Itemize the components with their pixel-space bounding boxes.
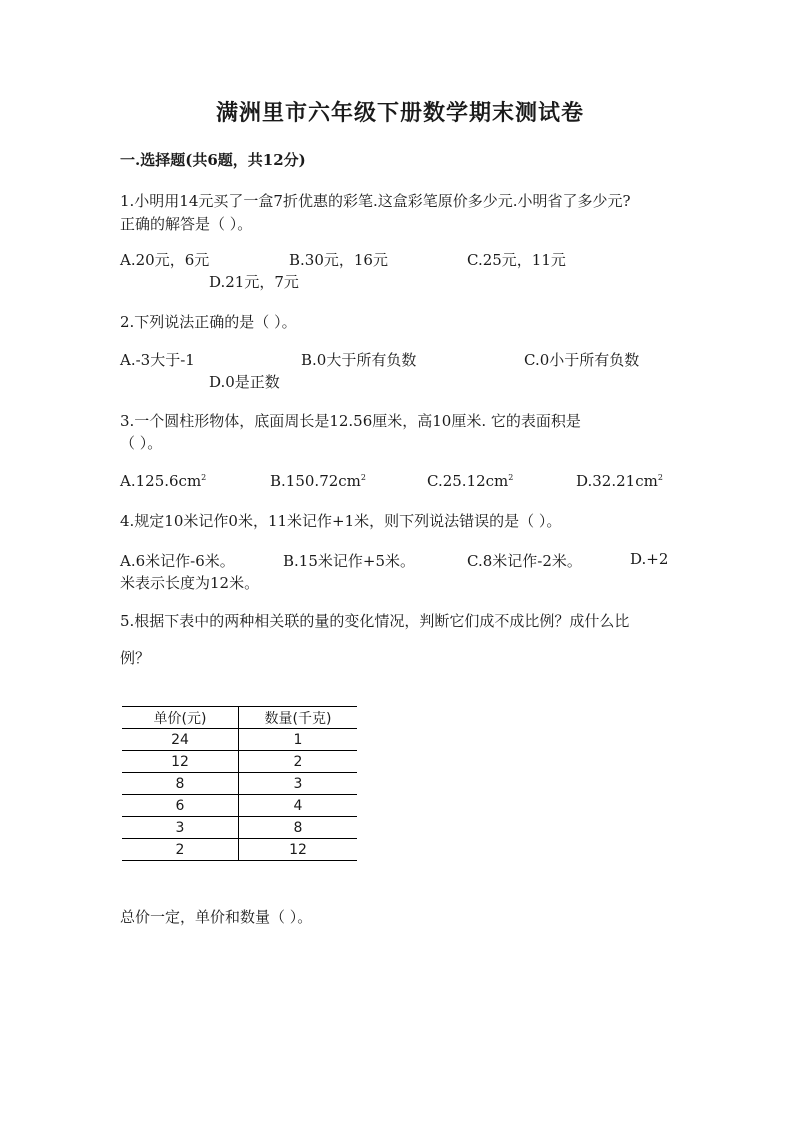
superscript-2: 2 [360, 473, 366, 482]
question-2-option-c[interactable]: C.0小于所有负数 [524, 351, 640, 369]
price-quantity-table [122, 706, 357, 861]
question-1-option-b[interactable]: B.30元，16元 [289, 251, 388, 269]
question-2-option-b[interactable]: B.0大于所有负数 [301, 351, 417, 369]
question-4-option-d-cont: 米表示长度为12米。 [120, 574, 260, 592]
question-3-text: 3.一个圆柱形物体，底面周长是12.56厘米，高10厘米. 它的表面积是 [120, 412, 581, 430]
question-1-option-a[interactable]: A.20元，6元 [120, 251, 210, 269]
question-2-option-a[interactable]: A.-3大于-1 [120, 351, 195, 369]
cell-quantity: 4 [239, 795, 358, 817]
question-1-option-c[interactable]: C.25元，11元 [467, 251, 566, 269]
cell-quantity: 3 [239, 773, 358, 795]
column-header-unit-price: 单价(元) [122, 707, 239, 729]
cell-unit-price: 8 [122, 773, 239, 795]
section-heading: 一.选择题(共6题，共12分) [120, 151, 306, 169]
superscript-2: 2 [508, 473, 514, 482]
table-row [122, 795, 357, 817]
cell-quantity: 12 [239, 839, 358, 861]
question-2-text: 2.下列说法正确的是（ ）。 [120, 313, 297, 331]
table-header-row [122, 707, 357, 729]
cell-unit-price: 3 [122, 817, 239, 839]
question-5-answer-prompt: 总价一定，单价和数量（ ）。 [120, 908, 313, 926]
question-4-option-d[interactable]: D.+2 [630, 550, 669, 568]
question-3-option-b[interactable]: $B.150.72cm^2$ [270, 472, 366, 490]
question-4-option-b[interactable]: B.15米记作+5米。 [283, 552, 415, 570]
cell-unit-price: 6 [122, 795, 239, 817]
table-row [122, 773, 357, 795]
question-5-text: 5.根据下表中的两种相关联的量的变化情况，判断它们成不成比例？成什么比 [120, 612, 630, 630]
table-row [122, 729, 357, 751]
superscript-2: 2 [657, 473, 663, 482]
question-5-text-cont: 例？ [120, 649, 151, 667]
question-2-option-d[interactable]: D.0是正数 [209, 373, 280, 391]
question-1-option-d[interactable]: D.21元，7元 [209, 273, 299, 291]
question-4-option-a[interactable]: A.6米记作-6米。 [120, 552, 235, 570]
question-3-option-d[interactable]: $D.32.21cm^2$ [576, 472, 663, 490]
cell-quantity: 2 [239, 751, 358, 773]
cell-unit-price: 2 [122, 839, 239, 861]
question-3-option-c[interactable]: $C.25.12cm^2$ [427, 472, 514, 490]
cell-unit-price: 24 [122, 729, 239, 751]
cell-quantity: 8 [239, 817, 358, 839]
cell-quantity: 1 [239, 729, 358, 751]
superscript-2: 2 [201, 473, 207, 482]
question-4-option-c[interactable]: C.8米记作-2米。 [467, 552, 582, 570]
question-3-text-cont: （ ）。 [120, 434, 163, 452]
table-row [122, 751, 357, 773]
question-4-text: 4.规定10米记作0米，11米记作+1米，则下列说法错误的是（ ）。 [120, 512, 562, 530]
question-3-option-a[interactable]: $A.125.6cm^2$ [120, 472, 207, 490]
cell-unit-price: 12 [122, 751, 239, 773]
question-1-text-cont: 正确的解答是（ ）。 [120, 215, 253, 233]
table-row [122, 839, 357, 861]
table-row [122, 817, 357, 839]
column-header-quantity: 数量(千克) [239, 707, 358, 729]
question-1-text: 1.小明用14元买了一盒7折优惠的彩笔.这盒彩笔原价多少元.小明省了多少元? [120, 192, 631, 210]
page-title: 满洲里市六年级下册数学期末测试卷 [215, 100, 584, 126]
